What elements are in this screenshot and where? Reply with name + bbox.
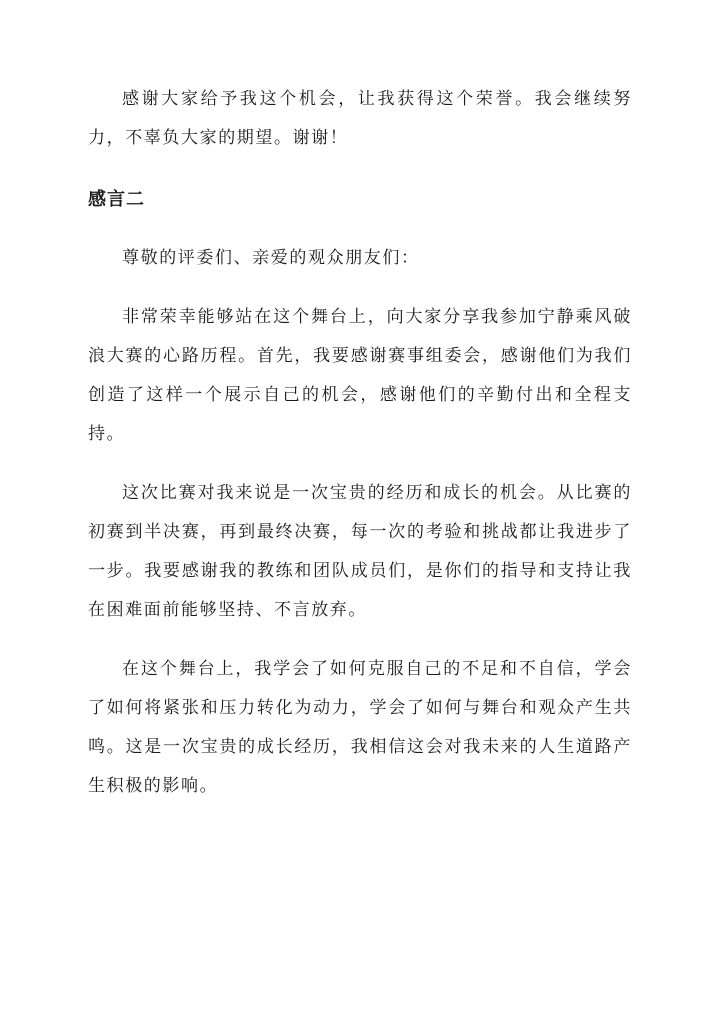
body-paragraph-3: 在这个舞台上，我学会了如何克服自己的不足和不自信，学会了如何将紧张和压力转化为动力，学会了如何与舞台和观众产生共鸣。这是一次宝贵的成长经历，我相信这会对我未来的人生道路产生积极的影响。 — [88, 659, 632, 796]
greeting-line: 尊敬的评委们、亲爱的观众朋友们： — [122, 248, 420, 268]
section-heading: 感言二 — [88, 189, 145, 210]
body-paragraph-1: 非常荣幸能够站在这个舞台上，向大家分享我参加宁静乘风破浪大赛的心路历程。首先，我要感谢赛事组委会，感谢他们为我们创造了这样一个展示自己的机会，感谢他们的辛勤付出和全程支持。 — [88, 307, 632, 444]
document-page — [88, 80, 632, 826]
body-paragraph-2: 这次比赛对我来说是一次宝贵的经历和成长的机会。从比赛的初赛到半决赛，再到最终决赛，每一次的考验和挑战都让我进步了一步。我要感谢我的教练和团队成员们，是你们的指导和支持让我在困难面前能够坚持、不言放弃。 — [88, 483, 632, 620]
closing-paragraph: 感谢大家给予我这个机会，让我获得这个荣誉。我会继续努力，不辜负大家的期望。谢谢！ — [88, 89, 632, 148]
